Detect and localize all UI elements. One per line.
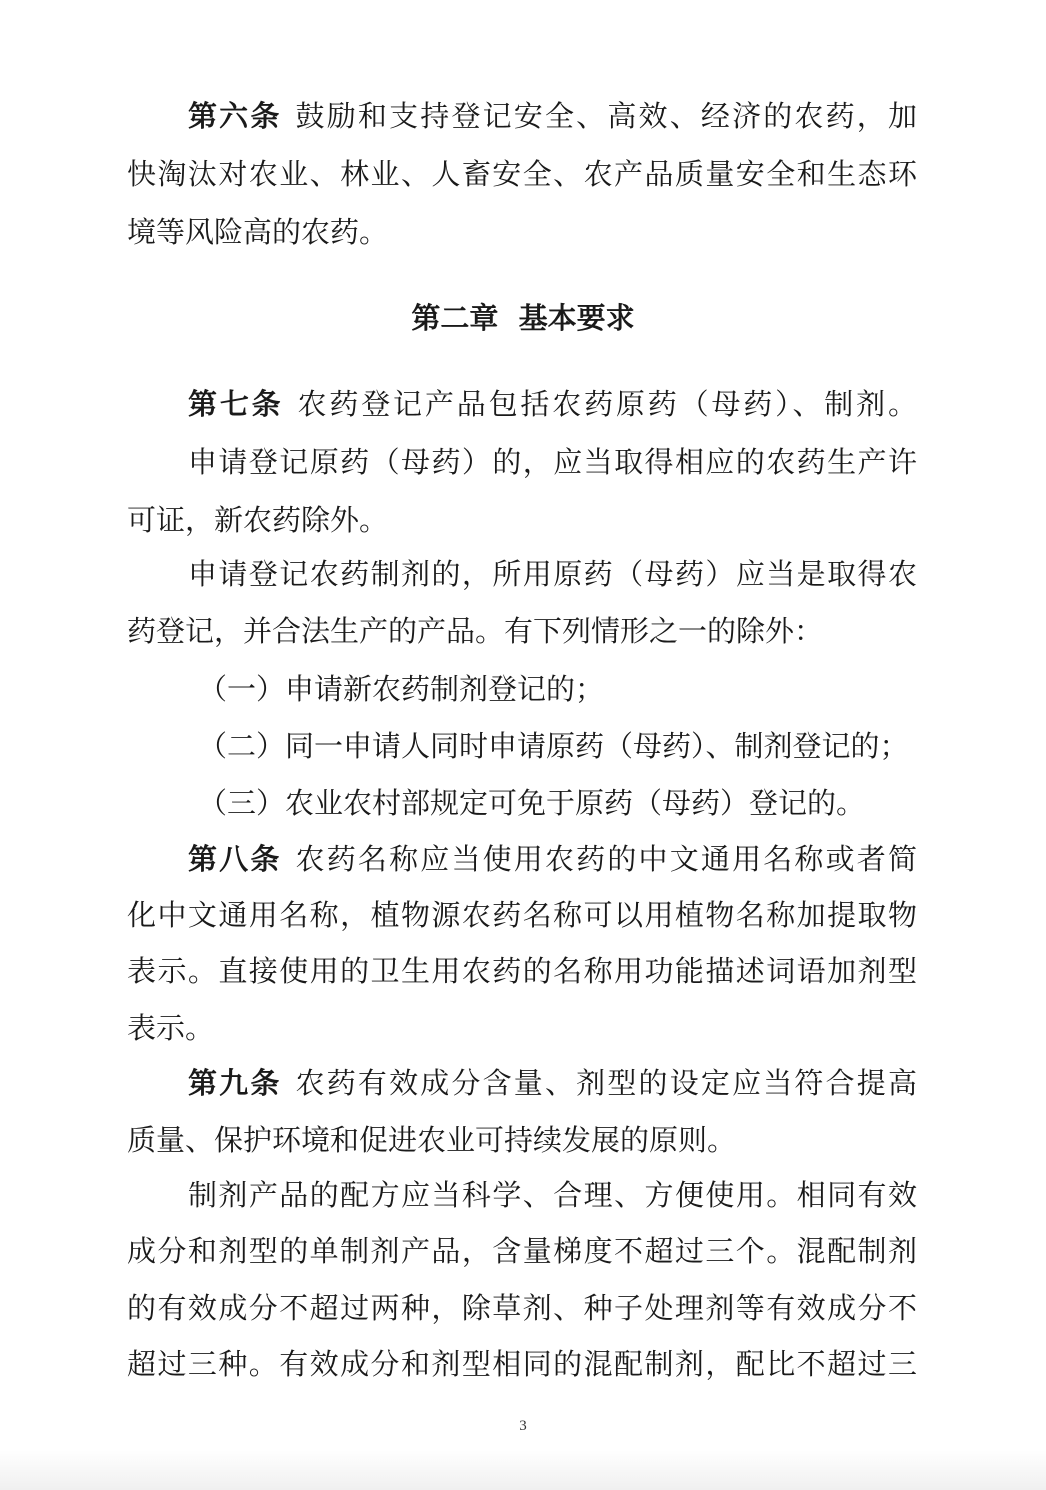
article-6-line-2: 快淘汰对农业、林业、人畜安全、农产品质量安全和生态环 [127, 157, 917, 191]
article-7-item-2: （二）同一申请人同时申请原药（母药）、制剂登记的； [198, 729, 909, 763]
article-7-text-1: 农药登记产品包括农药原药（母药）、制剂。 [297, 387, 917, 421]
article-8-line-4: 表示。 [127, 1011, 215, 1045]
article-7-para-2-line-2: 可证，新农药除外。 [127, 503, 389, 537]
chapter-title: 第二章 基本要求 [411, 301, 635, 335]
article-9-line-1 [188, 1063, 917, 1103]
article-6-heading: 第六条 [188, 99, 282, 133]
article-7-item-1: （一）申请新农药制剂登记的； [198, 672, 605, 706]
article-9-heading: 第九条 [188, 1066, 282, 1100]
article-8-line-1 [188, 839, 917, 879]
article-8-heading: 第八条 [188, 842, 282, 876]
article-7-item-3: （三）农业农村部规定可免于原药（母药）登记的。 [198, 786, 866, 820]
article-9-para-2-line-2: 成分和剂型的单制剂产品，含量梯度不超过三个。混配制剂 [127, 1234, 917, 1268]
article-7-line-1 [188, 384, 917, 424]
article-9-para-2-line-3: 的有效成分不超过两种，除草剂、种子处理剂等有效成分不 [127, 1291, 917, 1325]
article-9-para-2-line-4: 超过三种。有效成分和剂型相同的混配制剂，配比不超过三 [127, 1347, 917, 1381]
article-7-para-3-line-1: 申请登记农药制剂的，所用原药（母药）应当是取得农 [188, 557, 917, 591]
article-7-para-3-line-2: 药登记，并合法生产的产品。有下列情形之一的除外： [127, 614, 824, 648]
page-bottom-shadow [0, 1450, 1046, 1490]
article-9-para-2-line-1: 制剂产品的配方应当科学、合理、方便使用。相同有效 [188, 1178, 917, 1212]
article-9-text-1: 农药有效成分含量、剂型的设定应当符合提高 [295, 1066, 917, 1100]
article-6-line-1 [188, 96, 917, 136]
article-8-line-3: 表示。直接使用的卫生用农药的名称用功能描述词语加剂型 [127, 954, 917, 988]
article-7-para-2-line-1: 申请登记原药（母药）的，应当取得相应的农药生产许 [188, 445, 917, 479]
article-6-text-1: 鼓励和支持登记安全、高效、经济的农药，加 [295, 99, 917, 133]
article-7-heading: 第七条 [188, 387, 284, 421]
article-8-line-2: 化中文通用名称，植物源农药名称可以用植物名称加提取物 [127, 898, 917, 932]
article-6-line-3: 境等风险高的农药。 [127, 215, 389, 249]
article-9-line-2: 质量、保护环境和促进农业可持续发展的原则。 [127, 1123, 737, 1157]
article-8-text-1: 农药名称应当使用农药的中文通用名称或者简 [295, 842, 917, 876]
page-number: 3 [519, 1418, 527, 1434]
